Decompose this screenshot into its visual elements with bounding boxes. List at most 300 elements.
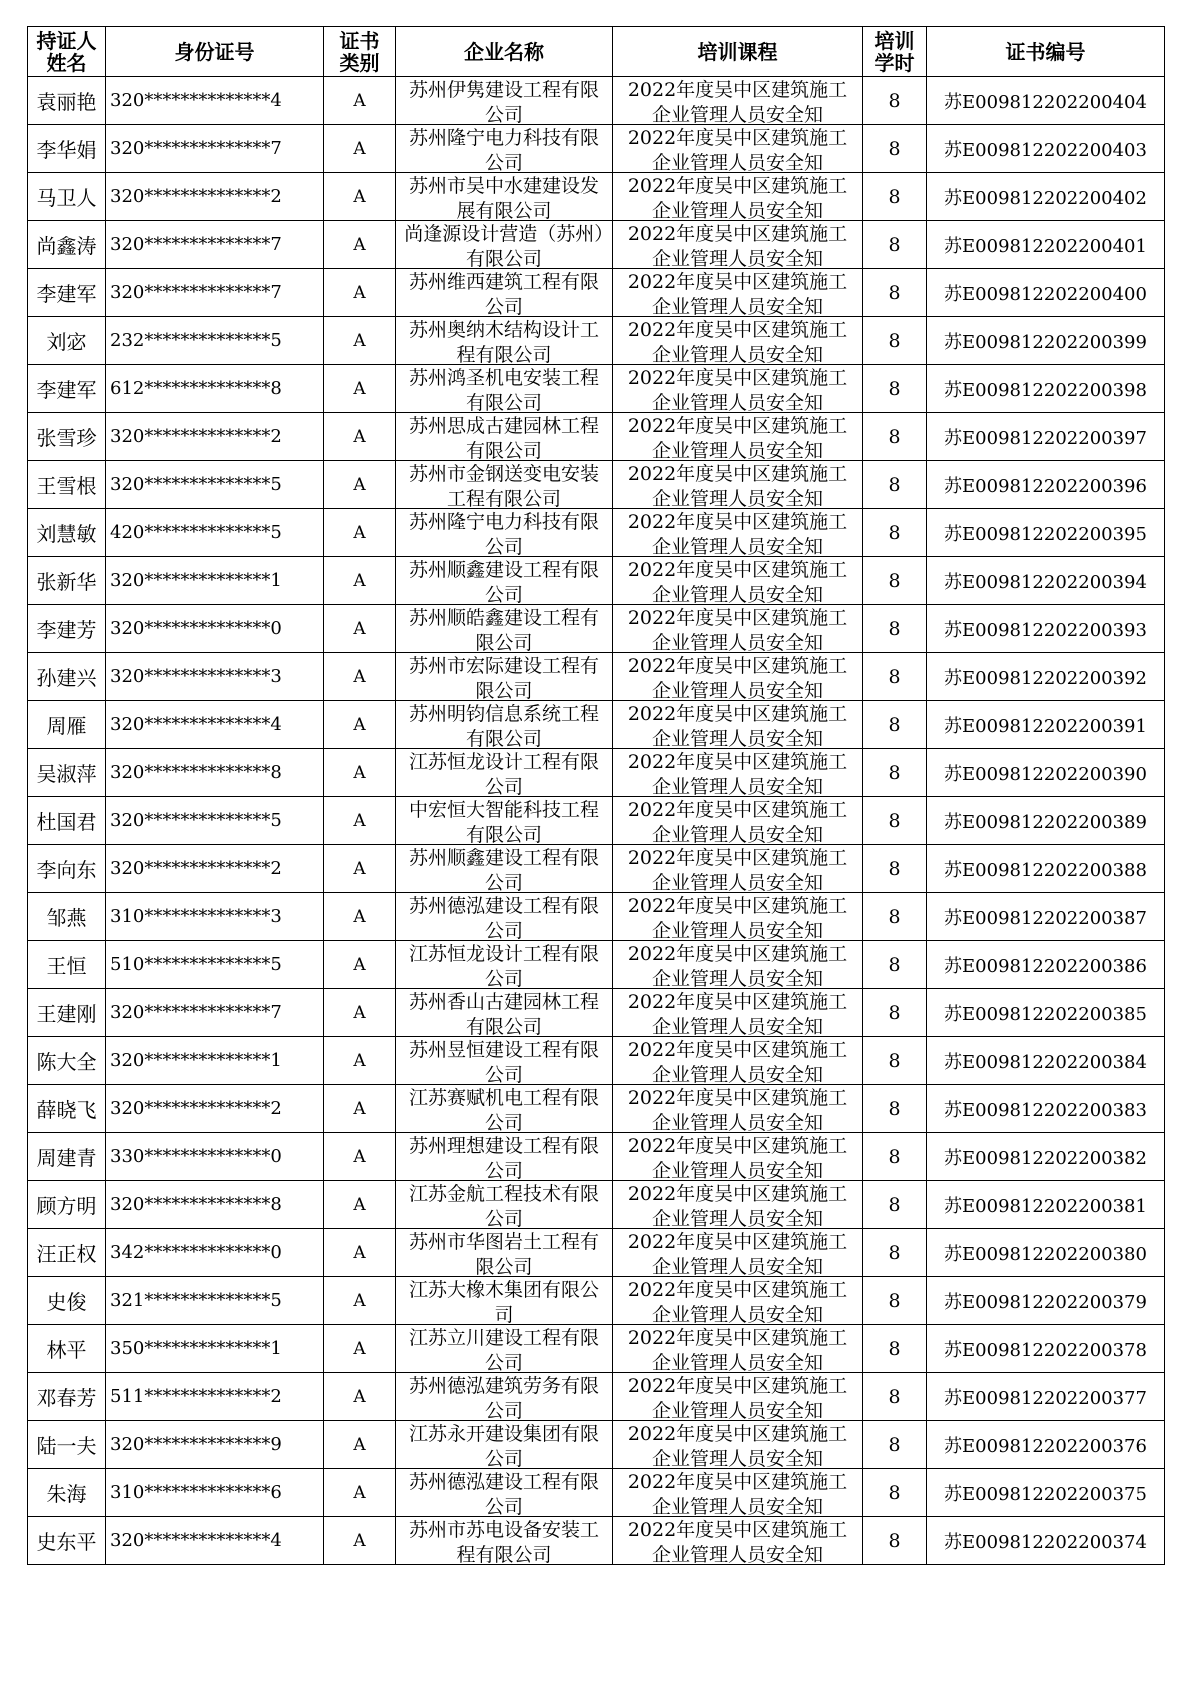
company-name-cell-text: 苏州德泓建设工程有限公司 (408, 894, 599, 940)
id-number-cell: 320**************4 (106, 701, 324, 749)
company-name-cell-text: 苏州理想建设工程有限公司 (408, 1134, 599, 1180)
table-row (28, 1469, 1165, 1517)
holder-name-cell: 杜国君 (28, 797, 106, 845)
company-name-cell-text: 江苏金航工程技术有限公司 (408, 1182, 599, 1228)
cert-type-cell: A (324, 173, 396, 221)
cert-number-cell: 苏E009812202200399 (927, 317, 1165, 365)
company-name-cell (396, 701, 613, 749)
training-hours-cell: 8 (863, 221, 927, 269)
company-name-cell (396, 1085, 613, 1133)
company-name-cell (396, 125, 613, 173)
table-row (28, 1181, 1165, 1229)
training-course-cell-text: 2022年度吴中区建筑施工企业管理人员安全知 (627, 1518, 848, 1564)
table-row (28, 1517, 1165, 1565)
id-number-cell: 310**************3 (106, 893, 324, 941)
cert-number-cell: 苏E009812202200392 (927, 653, 1165, 701)
holder-name-cell: 张新华 (28, 557, 106, 605)
holder-name-cell: 周建青 (28, 1133, 106, 1181)
training-course-cell-text: 2022年度吴中区建筑施工企业管理人员安全知 (627, 270, 848, 316)
training-course-cell (613, 269, 863, 317)
cert-type-cell: A (324, 845, 396, 893)
cert-number-cell: 苏E009812202200384 (927, 1037, 1165, 1085)
company-name-cell (396, 605, 613, 653)
company-name-cell (396, 1517, 613, 1565)
training-hours-cell: 8 (863, 509, 927, 557)
table-row (28, 557, 1165, 605)
table-row (28, 269, 1165, 317)
training-course-cell (613, 77, 863, 125)
id-number-cell: 320**************5 (106, 797, 324, 845)
company-name-cell-text: 苏州维西建筑工程有限公司 (408, 270, 599, 316)
holder-name-cell: 邹燕 (28, 893, 106, 941)
table-row (28, 1325, 1165, 1373)
company-name-cell (396, 1037, 613, 1085)
holder-name-cell: 孙建兴 (28, 653, 106, 701)
table-row (28, 653, 1165, 701)
id-number-cell: 320**************8 (106, 1181, 324, 1229)
training-course-cell (613, 1277, 863, 1325)
training-course-cell (613, 653, 863, 701)
training-hours-cell: 8 (863, 1325, 927, 1373)
holder-name-cell: 陈大全 (28, 1037, 106, 1085)
certificate-table (27, 26, 1165, 1565)
training-hours-cell: 8 (863, 893, 927, 941)
company-name-cell-text: 江苏立川建设工程有限公司 (408, 1326, 599, 1372)
table-row (28, 941, 1165, 989)
id-number-cell: 612**************8 (106, 365, 324, 413)
holder-name-cell: 王雪根 (28, 461, 106, 509)
training-course-cell (613, 701, 863, 749)
training-hours-cell: 8 (863, 797, 927, 845)
cert-type-cell: A (324, 1277, 396, 1325)
company-name-cell (396, 893, 613, 941)
holder-name-cell: 邓春芳 (28, 1373, 106, 1421)
id-number-cell: 320**************2 (106, 413, 324, 461)
training-hours-cell: 8 (863, 317, 927, 365)
cert-number-cell: 苏E009812202200402 (927, 173, 1165, 221)
training-course-cell (613, 1373, 863, 1421)
training-course-cell-text: 2022年度吴中区建筑施工企业管理人员安全知 (627, 846, 848, 892)
table-row (28, 221, 1165, 269)
company-name-cell (396, 989, 613, 1037)
header-holder-name: 持证人 姓名 (28, 27, 106, 77)
cert-number-cell: 苏E009812202200387 (927, 893, 1165, 941)
training-course-cell (613, 221, 863, 269)
holder-name-cell: 李向东 (28, 845, 106, 893)
training-hours-cell: 8 (863, 605, 927, 653)
header-cert-number: 证书编号 (927, 27, 1165, 77)
cert-number-cell: 苏E009812202200391 (927, 701, 1165, 749)
cert-number-cell: 苏E009812202200375 (927, 1469, 1165, 1517)
table-row (28, 845, 1165, 893)
cert-number-cell: 苏E009812202200395 (927, 509, 1165, 557)
training-course-cell-text: 2022年度吴中区建筑施工企业管理人员安全知 (627, 750, 848, 796)
cert-type-cell: A (324, 1085, 396, 1133)
company-name-cell (396, 317, 613, 365)
holder-name-cell: 朱海 (28, 1469, 106, 1517)
training-hours-cell: 8 (863, 1277, 927, 1325)
training-course-cell-text: 2022年度吴中区建筑施工企业管理人员安全知 (627, 510, 848, 556)
holder-name-cell: 李建军 (28, 365, 106, 413)
id-number-cell: 320**************4 (106, 1517, 324, 1565)
holder-name-cell: 李建芳 (28, 605, 106, 653)
training-course-cell-text: 2022年度吴中区建筑施工企业管理人员安全知 (627, 462, 848, 508)
training-course-cell-text: 2022年度吴中区建筑施工企业管理人员安全知 (627, 222, 848, 268)
training-course-cell (613, 1421, 863, 1469)
table-row (28, 173, 1165, 221)
holder-name-cell: 李建军 (28, 269, 106, 317)
cert-number-cell: 苏E009812202200381 (927, 1181, 1165, 1229)
company-name-cell-text: 苏州香山古建园林工程有限公司 (408, 990, 599, 1036)
training-course-cell-text: 2022年度吴中区建筑施工企业管理人员安全知 (627, 654, 848, 700)
id-number-cell: 320**************3 (106, 653, 324, 701)
training-course-cell-text: 2022年度吴中区建筑施工企业管理人员安全知 (627, 1278, 848, 1324)
id-number-cell: 320**************7 (106, 989, 324, 1037)
holder-name-cell: 汪正权 (28, 1229, 106, 1277)
company-name-cell (396, 77, 613, 125)
cert-number-cell: 苏E009812202200403 (927, 125, 1165, 173)
company-name-cell (396, 1277, 613, 1325)
table-row (28, 413, 1165, 461)
training-hours-cell: 8 (863, 1229, 927, 1277)
training-hours-cell: 8 (863, 941, 927, 989)
header-cert-type: 证书 类别 (324, 27, 396, 77)
training-course-cell (613, 1181, 863, 1229)
company-name-cell-text: 苏州鸿圣机电安装工程有限公司 (408, 366, 599, 412)
company-name-cell-text: 苏州奥纳木结构设计工程有限公司 (408, 318, 599, 364)
company-name-cell (396, 797, 613, 845)
company-name-cell-text: 苏州顺鑫建设工程有限公司 (408, 558, 599, 604)
training-course-cell-text: 2022年度吴中区建筑施工企业管理人员安全知 (627, 990, 848, 1036)
table-row (28, 1421, 1165, 1469)
cert-type-cell: A (324, 605, 396, 653)
training-course-cell-text: 2022年度吴中区建筑施工企业管理人员安全知 (627, 702, 848, 748)
training-course-cell (613, 1085, 863, 1133)
table-row (28, 365, 1165, 413)
training-hours-cell: 8 (863, 1469, 927, 1517)
company-name-cell (396, 461, 613, 509)
table-row (28, 893, 1165, 941)
table-row (28, 1229, 1165, 1277)
cert-type-cell: A (324, 557, 396, 605)
company-name-cell-text: 苏州隆宁电力科技有限公司 (408, 510, 599, 556)
training-hours-cell: 8 (863, 1373, 927, 1421)
training-course-cell-text: 2022年度吴中区建筑施工企业管理人员安全知 (627, 78, 848, 124)
cert-number-cell: 苏E009812202200382 (927, 1133, 1165, 1181)
training-course-cell-text: 2022年度吴中区建筑施工企业管理人员安全知 (627, 1374, 848, 1420)
id-number-cell: 320**************2 (106, 173, 324, 221)
id-number-cell: 232**************5 (106, 317, 324, 365)
training-course-cell-text: 2022年度吴中区建筑施工企业管理人员安全知 (627, 1086, 848, 1132)
company-name-cell-text: 苏州德泓建筑劳务有限公司 (408, 1374, 599, 1420)
training-course-cell-text: 2022年度吴中区建筑施工企业管理人员安全知 (627, 1422, 848, 1468)
holder-name-cell: 刘宓 (28, 317, 106, 365)
training-course-cell (613, 797, 863, 845)
training-course-cell-text: 2022年度吴中区建筑施工企业管理人员安全知 (627, 174, 848, 220)
header-training-course: 培训课程 (613, 27, 863, 77)
cert-number-cell: 苏E009812202200404 (927, 77, 1165, 125)
cert-number-cell: 苏E009812202200401 (927, 221, 1165, 269)
holder-name-cell: 陆一夫 (28, 1421, 106, 1469)
company-name-cell (396, 1229, 613, 1277)
company-name-cell (396, 173, 613, 221)
company-name-cell (396, 845, 613, 893)
company-name-cell-text: 江苏永开建设集团有限公司 (408, 1422, 599, 1468)
training-course-cell-text: 2022年度吴中区建筑施工企业管理人员安全知 (627, 798, 848, 844)
header-company-name: 企业名称 (396, 27, 613, 77)
training-course-cell-text: 2022年度吴中区建筑施工企业管理人员安全知 (627, 1134, 848, 1180)
holder-name-cell: 尚鑫涛 (28, 221, 106, 269)
cert-type-cell: A (324, 749, 396, 797)
header-row (28, 27, 1165, 77)
company-name-cell-text: 苏州思成古建园林工程有限公司 (408, 414, 599, 460)
company-name-cell-text: 苏州市吴中水建建设发展有限公司 (408, 174, 599, 220)
id-number-cell: 320**************9 (106, 1421, 324, 1469)
cert-number-cell: 苏E009812202200378 (927, 1325, 1165, 1373)
training-course-cell-text: 2022年度吴中区建筑施工企业管理人员安全知 (627, 1038, 848, 1084)
cert-number-cell: 苏E009812202200390 (927, 749, 1165, 797)
table-row (28, 701, 1165, 749)
id-number-cell: 310**************6 (106, 1469, 324, 1517)
cert-type-cell: A (324, 1325, 396, 1373)
table-row (28, 317, 1165, 365)
cert-type-cell: A (324, 269, 396, 317)
training-course-cell (613, 749, 863, 797)
cert-number-cell: 苏E009812202200389 (927, 797, 1165, 845)
company-name-cell-text: 江苏大橡木集团有限公司 (408, 1278, 599, 1324)
table-row (28, 1373, 1165, 1421)
cert-type-cell: A (324, 893, 396, 941)
cert-number-cell: 苏E009812202200388 (927, 845, 1165, 893)
training-course-cell (613, 461, 863, 509)
id-number-cell: 320**************1 (106, 1037, 324, 1085)
training-course-cell (613, 845, 863, 893)
training-course-cell (613, 1133, 863, 1181)
id-number-cell: 320**************0 (106, 605, 324, 653)
holder-name-cell: 林平 (28, 1325, 106, 1373)
company-name-cell-text: 尚逢源设计营造（苏州）有限公司 (404, 222, 604, 268)
training-hours-cell: 8 (863, 845, 927, 893)
training-course-cell (613, 173, 863, 221)
training-course-cell-text: 2022年度吴中区建筑施工企业管理人员安全知 (627, 1182, 848, 1228)
training-course-cell-text: 2022年度吴中区建筑施工企业管理人员安全知 (627, 414, 848, 460)
id-number-cell: 510**************5 (106, 941, 324, 989)
table-row (28, 77, 1165, 125)
table-row (28, 1277, 1165, 1325)
company-name-cell-text: 苏州德泓建设工程有限公司 (408, 1470, 599, 1516)
cert-type-cell: A (324, 221, 396, 269)
company-name-cell (396, 509, 613, 557)
cert-number-cell: 苏E009812202200380 (927, 1229, 1165, 1277)
table-row (28, 1037, 1165, 1085)
holder-name-cell: 顾方明 (28, 1181, 106, 1229)
table-row (28, 1085, 1165, 1133)
cert-type-cell: A (324, 1181, 396, 1229)
training-hours-cell: 8 (863, 989, 927, 1037)
id-number-cell: 350**************1 (106, 1325, 324, 1373)
cert-number-cell: 苏E009812202200379 (927, 1277, 1165, 1325)
cert-type-cell: A (324, 653, 396, 701)
holder-name-cell: 张雪珍 (28, 413, 106, 461)
holder-name-cell: 史东平 (28, 1517, 106, 1565)
cert-type-cell: A (324, 1469, 396, 1517)
id-number-cell: 320**************7 (106, 221, 324, 269)
id-number-cell: 320**************5 (106, 461, 324, 509)
id-number-cell: 330**************0 (106, 1133, 324, 1181)
holder-name-cell: 李华娟 (28, 125, 106, 173)
training-course-cell-text: 2022年度吴中区建筑施工企业管理人员安全知 (627, 1326, 848, 1372)
cert-type-cell: A (324, 125, 396, 173)
id-number-cell: 321**************5 (106, 1277, 324, 1325)
training-course-cell-text: 2022年度吴中区建筑施工企业管理人员安全知 (627, 366, 848, 412)
cert-number-cell: 苏E009812202200374 (927, 1517, 1165, 1565)
cert-number-cell: 苏E009812202200394 (927, 557, 1165, 605)
cert-type-cell: A (324, 1133, 396, 1181)
training-hours-cell: 8 (863, 1133, 927, 1181)
training-course-cell (613, 1229, 863, 1277)
training-course-cell (613, 509, 863, 557)
training-hours-cell: 8 (863, 1085, 927, 1133)
training-hours-cell: 8 (863, 1181, 927, 1229)
cert-type-cell: A (324, 1373, 396, 1421)
table-row (28, 1133, 1165, 1181)
company-name-cell (396, 941, 613, 989)
company-name-cell (396, 269, 613, 317)
training-course-cell (613, 893, 863, 941)
id-number-cell: 420**************5 (106, 509, 324, 557)
training-course-cell (613, 941, 863, 989)
company-name-cell-text: 江苏恒龙设计工程有限公司 (408, 750, 599, 796)
cert-number-cell: 苏E009812202200376 (927, 1421, 1165, 1469)
company-name-cell-text: 苏州隆宁电力科技有限公司 (408, 126, 599, 172)
training-course-cell-text: 2022年度吴中区建筑施工企业管理人员安全知 (627, 1230, 848, 1276)
company-name-cell-text: 苏州伊隽建设工程有限公司 (408, 78, 599, 124)
cert-type-cell: A (324, 77, 396, 125)
company-name-cell (396, 221, 613, 269)
training-hours-cell: 8 (863, 413, 927, 461)
cert-number-cell: 苏E009812202200400 (927, 269, 1165, 317)
cert-number-cell: 苏E009812202200396 (927, 461, 1165, 509)
training-hours-cell: 8 (863, 1037, 927, 1085)
cert-number-cell: 苏E009812202200383 (927, 1085, 1165, 1133)
training-hours-cell: 8 (863, 749, 927, 797)
company-name-cell (396, 1469, 613, 1517)
training-hours-cell: 8 (863, 653, 927, 701)
training-hours-cell: 8 (863, 365, 927, 413)
cert-type-cell: A (324, 365, 396, 413)
training-hours-cell: 8 (863, 77, 927, 125)
cert-number-cell: 苏E009812202200385 (927, 989, 1165, 1037)
table-row (28, 605, 1165, 653)
company-name-cell (396, 1325, 613, 1373)
holder-name-cell: 周雁 (28, 701, 106, 749)
training-course-cell-text: 2022年度吴中区建筑施工企业管理人员安全知 (627, 606, 848, 652)
table-row (28, 125, 1165, 173)
cert-number-cell: 苏E009812202200393 (927, 605, 1165, 653)
company-name-cell (396, 1133, 613, 1181)
company-name-cell-text: 苏州昱恒建设工程有限公司 (408, 1038, 599, 1084)
company-name-cell (396, 1421, 613, 1469)
company-name-cell (396, 413, 613, 461)
training-hours-cell: 8 (863, 461, 927, 509)
cert-number-cell: 苏E009812202200397 (927, 413, 1165, 461)
training-course-cell-text: 2022年度吴中区建筑施工企业管理人员安全知 (627, 558, 848, 604)
company-name-cell (396, 1373, 613, 1421)
header-id-number: 身份证号 (106, 27, 324, 77)
holder-name-cell: 刘慧敏 (28, 509, 106, 557)
company-name-cell (396, 557, 613, 605)
training-course-cell (613, 317, 863, 365)
cert-number-cell: 苏E009812202200398 (927, 365, 1165, 413)
company-name-cell-text: 江苏赛赋机电工程有限公司 (408, 1086, 599, 1132)
header-training-hours: 培训 学时 (863, 27, 927, 77)
holder-name-cell: 薛晓飞 (28, 1085, 106, 1133)
company-name-cell (396, 1181, 613, 1229)
cert-type-cell: A (324, 1517, 396, 1565)
training-course-cell-text: 2022年度吴中区建筑施工企业管理人员安全知 (627, 126, 848, 172)
company-name-cell-text: 苏州顺鑫建设工程有限公司 (408, 846, 599, 892)
cert-type-cell: A (324, 797, 396, 845)
cert-type-cell: A (324, 1037, 396, 1085)
training-course-cell (613, 1469, 863, 1517)
id-number-cell: 320**************7 (106, 125, 324, 173)
id-number-cell: 320**************2 (106, 1085, 324, 1133)
training-course-cell (613, 1325, 863, 1373)
company-name-cell-text: 苏州市华图岩土工程有限公司 (408, 1230, 599, 1276)
training-course-cell (613, 413, 863, 461)
cert-type-cell: A (324, 701, 396, 749)
training-course-cell (613, 1517, 863, 1565)
id-number-cell: 342**************0 (106, 1229, 324, 1277)
table-row (28, 749, 1165, 797)
training-hours-cell: 8 (863, 701, 927, 749)
cert-number-cell: 苏E009812202200377 (927, 1373, 1165, 1421)
id-number-cell: 511**************2 (106, 1373, 324, 1421)
company-name-cell-text: 苏州明钧信息系统工程有限公司 (408, 702, 599, 748)
table-row (28, 797, 1165, 845)
table-row (28, 989, 1165, 1037)
cert-type-cell: A (324, 509, 396, 557)
training-hours-cell: 8 (863, 1421, 927, 1469)
cert-number-cell: 苏E009812202200386 (927, 941, 1165, 989)
training-course-cell (613, 1037, 863, 1085)
id-number-cell: 320**************4 (106, 77, 324, 125)
holder-name-cell: 史俊 (28, 1277, 106, 1325)
table-row (28, 509, 1165, 557)
cert-type-cell: A (324, 317, 396, 365)
id-number-cell: 320**************8 (106, 749, 324, 797)
training-course-cell (613, 365, 863, 413)
company-name-cell-text: 苏州市金钢送变电安装工程有限公司 (408, 462, 599, 508)
table-row (28, 461, 1165, 509)
training-course-cell-text: 2022年度吴中区建筑施工企业管理人员安全知 (627, 1470, 848, 1516)
company-name-cell-text: 苏州市苏电设备安装工程有限公司 (408, 1518, 599, 1564)
holder-name-cell: 马卫人 (28, 173, 106, 221)
training-course-cell (613, 989, 863, 1037)
training-hours-cell: 8 (863, 173, 927, 221)
company-name-cell (396, 365, 613, 413)
training-course-cell-text: 2022年度吴中区建筑施工企业管理人员安全知 (627, 942, 848, 988)
company-name-cell (396, 653, 613, 701)
company-name-cell-text: 苏州市宏际建设工程有限公司 (408, 654, 599, 700)
training-course-cell (613, 125, 863, 173)
holder-name-cell: 王恒 (28, 941, 106, 989)
company-name-cell (396, 749, 613, 797)
holder-name-cell: 王建刚 (28, 989, 106, 1037)
company-name-cell-text: 苏州顺皓鑫建设工程有限公司 (408, 606, 599, 652)
cert-type-cell: A (324, 1421, 396, 1469)
training-hours-cell: 8 (863, 125, 927, 173)
